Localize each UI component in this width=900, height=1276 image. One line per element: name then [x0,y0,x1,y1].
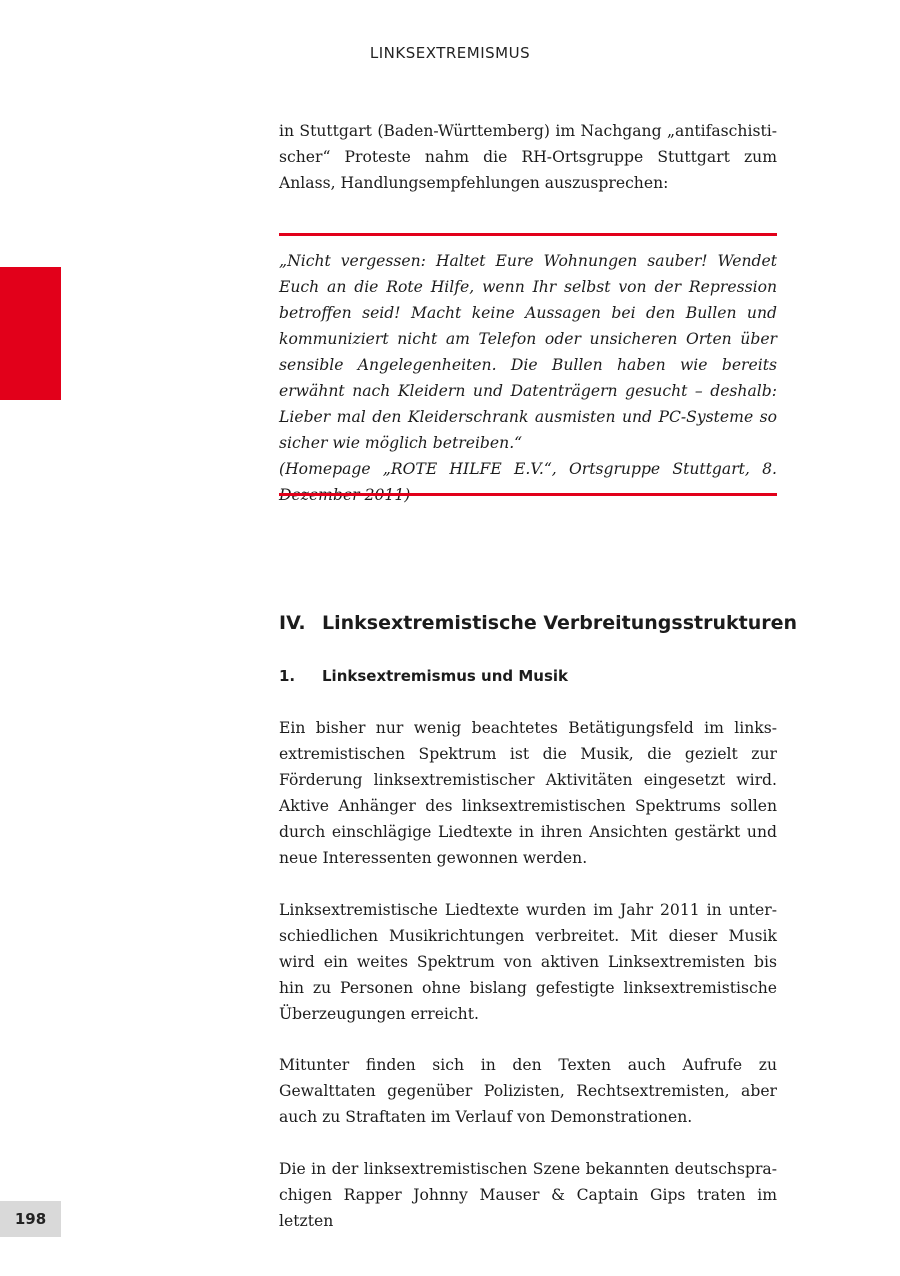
body-paragraph: Linksextremistische Liedtexte wurden im Jahr 2011 in unterschiedlichen Musikrichtungen verbreitet. Mit dieser Musik wird ein weites Spektrum von aktiven Linksextremisten bis hin zu Personen ohne bislang gefestigte linksextremistische Überzeugungen erreicht. [279,901,777,1023]
page-number: 198 [0,1201,61,1237]
intro-block [279,118,777,196]
section-title: Linksextremistische Verbreitungsstrukturen [322,612,798,634]
section-number: IV. [279,612,306,634]
running-header: LINKSEXTREMISMUS [369,44,531,62]
body-paragraph-3-block [279,1052,777,1130]
quote-bottom-rule [279,493,777,496]
body-paragraph: Mitunter finden sich in den Texten auch Aufrufe zu Gewalttaten gegenüber Polizisten, Rechtsextremisten, aber auch zu Straftaten im Verlauf von Demonstrationen. [279,1056,777,1126]
subsection-number: 1. [279,667,296,685]
quote-top-rule [279,233,777,236]
body-paragraph-1-block [279,715,777,871]
chapter-tab-marker [0,267,61,400]
subsection-title: Linksextremismus und Musik [322,667,568,685]
intro-paragraph: in Stuttgart (Baden-Württemberg) im Nachgang „antifaschistischer“ Proteste nahm die RH-Ortsgruppe Stuttgart zum Anlass, Handlungsempfehlungen auszusprechen: [279,122,777,192]
body-paragraph: Ein bisher nur wenig beachtetes Betätigungsfeld im linksextremistischen Spektrum ist die Musik, die gezielt zur Förderung linksextremistischer Aktivitäten eingesetzt wird. Aktive Anhänger des linksextremistischen Spektrums sollen durch einschlägige Liedtexte in ihren Ansichten gestärkt und neue Interessenten gewonnen werden. [279,719,777,867]
body-paragraph-2-block [279,897,777,1027]
subsection-heading [279,665,568,687]
quote-text: „Nicht vergessen: Haltet Eure Wohnungen sauber! Wendet Euch an die Rote Hilfe, wenn Ihr selbst von der Repression betroffen seid! Macht keine Aussagen bei den Bullen und kommuniziert nicht am Telefon oder unsicheren Orten über sensible Angelegenheiten. Die Bullen haben wie bereits erwähnt nach Kleidern und Datenträgern gesucht – deshalb: Lieber mal den Kleiderschrank ausmisten und PC-Systeme so sicher wie möglich betreiben.“ [279,252,777,452]
body-paragraph: Die in der linksextremistischen Szene bekannten deutschsprachigen Rapper Johnny Mauser & Captain Gips traten im letzten [279,1160,777,1230]
section-heading [279,609,797,637]
quote-source: (Homepage „ROTE HILFE E.V.“, Ortsgruppe Stuttgart, 8. [279,460,777,478]
quote-block [279,248,777,508]
body-paragraph-4-block [279,1156,777,1234]
